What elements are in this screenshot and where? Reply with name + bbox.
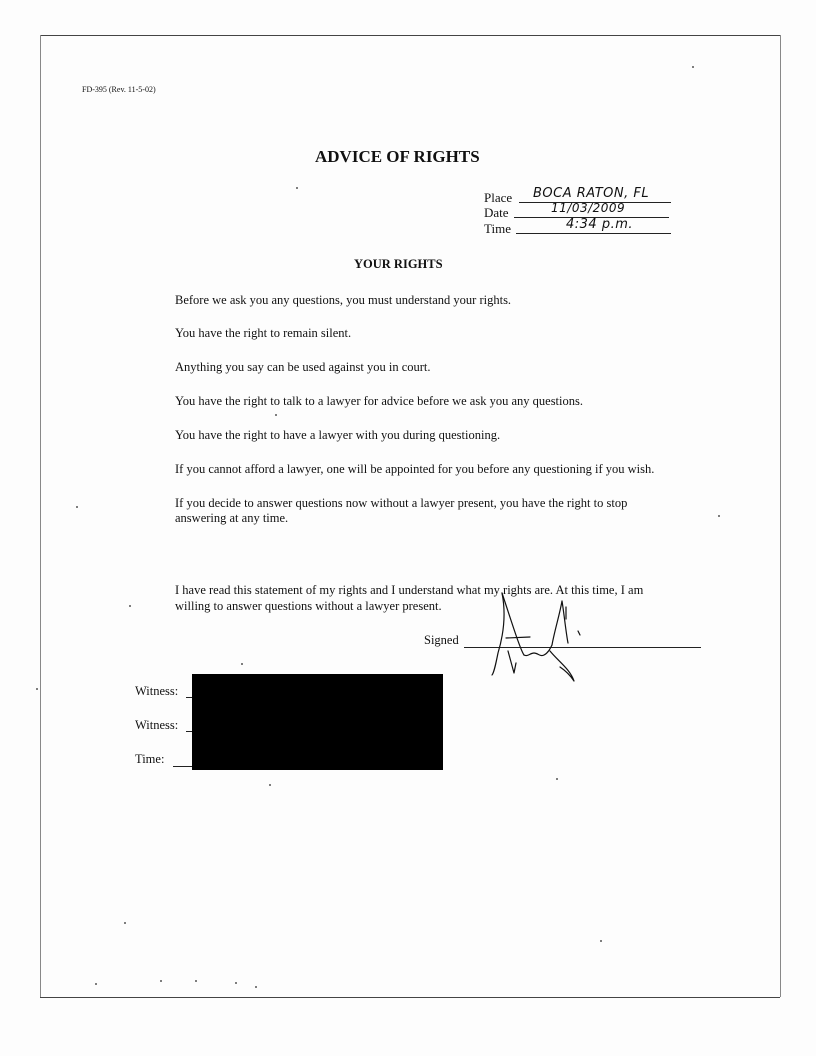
witness-2-label: Witness:	[135, 718, 179, 732]
scan-speck	[296, 187, 298, 189]
redaction-block	[192, 674, 443, 770]
scan-speck	[255, 986, 257, 988]
scan-speck	[95, 983, 97, 985]
section-heading: YOUR RIGHTS	[354, 257, 443, 271]
scan-speck	[129, 605, 131, 607]
time-value: 4:34 p.m.	[566, 217, 634, 232]
right-statement: answering at any time.	[175, 511, 289, 525]
scan-speck	[269, 784, 271, 786]
form-number: FD-395 (Rev. 11-5-02)	[82, 85, 156, 94]
witness-1-label: Witness:	[135, 684, 179, 698]
right-statement: You have the right to remain silent.	[175, 326, 352, 340]
scan-speck	[76, 506, 78, 508]
time-witnessed-label: Time:	[135, 752, 165, 766]
right-statement: Before we ask you any questions, you must understand your rights.	[175, 293, 512, 307]
acknowledgement-line-1: I have read this statement of my rights and I understand what my rights are. At this time, I am	[175, 583, 644, 597]
right-border-line	[780, 35, 781, 997]
scan-speck	[195, 980, 197, 982]
time-label: Time	[484, 221, 511, 236]
place-label: Place	[484, 190, 513, 205]
scan-speck	[692, 66, 694, 68]
scan-speck	[124, 922, 126, 924]
date-value: 11/03/2009	[551, 201, 626, 215]
right-statement: You have the right to talk to a lawyer for advice before we ask you any questions.	[175, 394, 583, 408]
scan-speck	[275, 414, 277, 416]
right-statement: If you decide to answer questions now without a lawyer present, you have the right to stop	[175, 496, 628, 510]
top-border-line	[40, 35, 780, 36]
right-statement: You have the right to have a lawyer with you during questioning.	[175, 428, 501, 442]
date-label: Date	[484, 205, 509, 220]
scan-speck	[241, 663, 243, 665]
time-line	[516, 233, 671, 234]
place-value: BOCA RATON, FL	[533, 186, 650, 201]
scan-speck	[36, 688, 38, 690]
right-statement: If you cannot afford a lawyer, one will be appointed for you before any questioning if you wish.	[175, 462, 655, 476]
scan-speck	[718, 515, 720, 517]
page-title: ADVICE OF RIGHTS	[315, 147, 480, 166]
bottom-border-line	[40, 997, 780, 998]
left-border-line	[40, 35, 41, 997]
scan-speck	[600, 940, 602, 942]
signature-mark	[490, 583, 610, 693]
acknowledgement-line-2: willing to answer questions without a lawyer present.	[175, 599, 442, 613]
signed-label: Signed	[424, 633, 459, 647]
scan-speck	[235, 982, 237, 984]
scan-speck	[556, 778, 558, 780]
right-statement: Anything you say can be used against you in court.	[175, 360, 431, 374]
scan-speck	[160, 980, 162, 982]
